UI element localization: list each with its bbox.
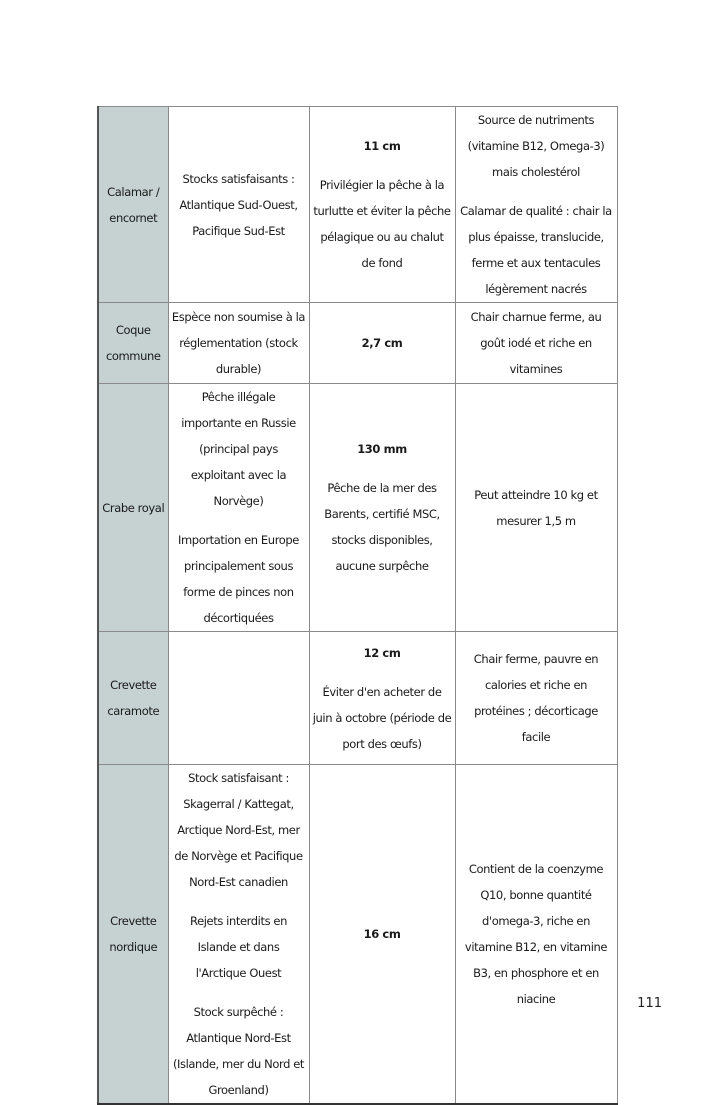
stock-cell — [168, 107, 309, 303]
minimum-size: 11 cm — [363, 139, 401, 153]
table-row — [98, 303, 617, 384]
table-row — [98, 632, 617, 765]
seafood-table — [97, 106, 618, 1105]
nutrition-text: Peut atteindre 10 kg et mesurer 1,5 m — [474, 487, 598, 528]
size-note: Pêche de la mer des Barents, certifié MSC, stocks disponibles, aucune surpêche — [324, 481, 440, 573]
table-row — [98, 107, 617, 303]
stock-text: Pêche illégale importante en Russie (principal pays exploitant avec la Norvège) — [181, 390, 296, 508]
nutrition-text: Chair charnue ferme, au goût iodé et riche en vitamines — [470, 310, 602, 376]
species-name: Crevette caramote — [107, 678, 160, 718]
species-name-cell — [98, 765, 168, 1105]
stock-cell — [168, 303, 309, 384]
table-row — [98, 384, 617, 632]
stock-cell — [168, 765, 309, 1105]
size-cell — [309, 632, 455, 765]
minimum-size: 130 mm — [357, 442, 407, 456]
table-row — [98, 765, 617, 1105]
size-cell — [309, 765, 455, 1105]
size-note: Éviter d'en acheter de juin à octobre (période de port des œufs) — [312, 684, 452, 751]
nutrition-text: Source de nutriments (vitamine B12, Omega-3) mais cholestérol — [467, 113, 605, 179]
stock-text: Importation en Europe principalement sous forme de pinces non décortiquées — [178, 533, 299, 625]
stock-cell — [168, 632, 309, 765]
species-name: Crabe royal — [102, 500, 165, 515]
stock-text: Stocks satisfaisants : Atlantique Sud-Ouest, Pacifique Sud-Est — [179, 171, 298, 238]
stock-text: Stock surpêché : Atlantique Nord-Est (Islande, mer du Nord et Groenland) — [172, 1005, 305, 1097]
species-name: Coque commune — [105, 323, 161, 363]
species-name-cell — [98, 632, 168, 765]
seafood-table-container — [97, 106, 616, 1105]
stock-cell — [168, 384, 309, 632]
nutrition-cell — [455, 384, 617, 632]
page-number: 111 — [637, 996, 662, 1011]
size-cell — [309, 303, 455, 384]
stock-text: Espèce non soumise à la réglementation (stock durable) — [171, 310, 306, 376]
nutrition-text: Contient de la coenzyme Q10, bonne quantité d'omega-3, riche en vitamine B12, en vitamine B3, en phosphore et en niacine — [464, 862, 608, 1006]
nutrition-cell — [455, 107, 617, 303]
stock-text: Rejets interdits en Islande et dans l'Arctique Ouest — [190, 914, 287, 980]
species-name: Crevette nordique — [109, 914, 158, 954]
size-cell — [309, 107, 455, 303]
species-name-cell — [98, 384, 168, 632]
nutrition-text: Calamar de qualité : chair la plus épaisse, translucide, ferme et aux tentacules légèrement nacrés — [460, 204, 612, 296]
nutrition-cell — [455, 765, 617, 1105]
species-name: Calamar / encornet — [107, 184, 160, 225]
size-cell — [309, 384, 455, 632]
nutrition-text: Chair ferme, pauvre en calories et riche en protéines ; décorticage facile — [473, 652, 599, 744]
minimum-size: 2,7 cm — [361, 336, 403, 350]
nutrition-cell — [455, 632, 617, 765]
stock-text: Stock satisfaisant : Skagerral / Kattegat, Arctique Nord-Est, mer de Norvège et Pacifique Nord-Est canadien — [174, 771, 303, 889]
species-name-cell — [98, 303, 168, 384]
minimum-size: 16 cm — [363, 927, 401, 941]
species-name-cell — [98, 107, 168, 303]
nutrition-cell — [455, 303, 617, 384]
size-note: Privilégier la pêche à la turlutte et éviter la pêche pélagique ou au chalut de fond — [313, 178, 451, 270]
minimum-size: 12 cm — [363, 645, 401, 660]
